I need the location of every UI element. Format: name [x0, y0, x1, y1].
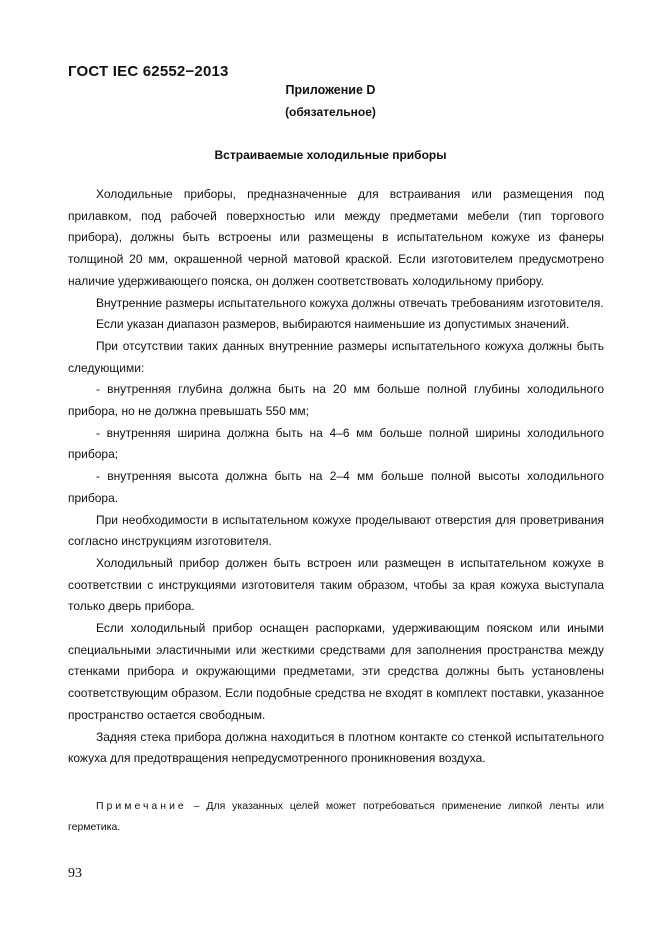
paragraph: При отсутствии таких данных внутренние размеры испытательного кожуха должны быть следующими:	[68, 338, 604, 375]
body-text	[68, 184, 604, 770]
paragraph: Задняя стека прибора должна находиться в плотном контакте со стенкой испытательного кожуха для предотвращения непредусмотренного проникновения воздуха.	[68, 729, 604, 766]
page-number: 93	[68, 866, 82, 881]
paragraph: Если указан диапазон размеров, выбираются наименьшие из допустимых значений.	[96, 317, 570, 332]
paragraph: Холодильные приборы, предназначенные для встраивания или размещения под прилавком, под рабочей поверхностью или между предметами мебели (тип торгового прибора), должны быть встроены или размещены в испытательном кожухе из фанеры толщиной 20 мм, окрашенной черной матовой краской. Если изготовителем предусмотрено наличие удерживающего пояска, он должен соответствовать холодильному прибору.	[68, 187, 604, 288]
note-label: Примечание	[96, 800, 187, 812]
list-item: - внутренняя глубина должна быть на 20 мм больше полной глубины холодильного прибора, но не должна превышать 550 мм;	[68, 382, 604, 419]
paragraph: При необходимости в испытательном кожухе проделывают отверстия для проветривания согласно инструкциям изготовителя.	[68, 512, 604, 549]
standard-id: ГОСТ IEC 62552−2013	[68, 63, 229, 80]
list-item: - внутренняя высота должна быть на 2–4 мм больше полной высоты холодильного прибора.	[68, 469, 604, 505]
appendix-status: (обязательное)	[285, 105, 376, 119]
note-text: – Для указанных целей может потребоваться применение липкой ленты или герметика.	[68, 800, 604, 833]
paragraph: Если холодильный прибор оснащен распорками, удерживающим пояском или иными специальными эластичными или жесткими средствами для заполнения пространства между стенками прибора и окружающими предметами, эти средства должны быть установлены соответствующим образом. Если подобные средства не входят в комплект поставки, указанное пространство остается свободным.	[68, 621, 604, 722]
note	[68, 796, 604, 838]
section-title: Встраиваемые холодильные приборы	[214, 148, 447, 162]
paragraph: Внутренние размеры испытательного кожуха должны отвечать требованиям изготовителя.	[96, 295, 604, 310]
appendix-title: Приложение D	[285, 83, 376, 97]
paragraph: Холодильный прибор должен быть встроен или размещен в испытательном кожухе в соответствии с инструкциями изготовителя таким образом, чтобы за края кожуха выступала только дверь прибора.	[68, 555, 604, 614]
list-item: - внутренняя ширина должна быть на 4–6 мм больше полной ширины холодильного прибора;	[68, 425, 604, 462]
